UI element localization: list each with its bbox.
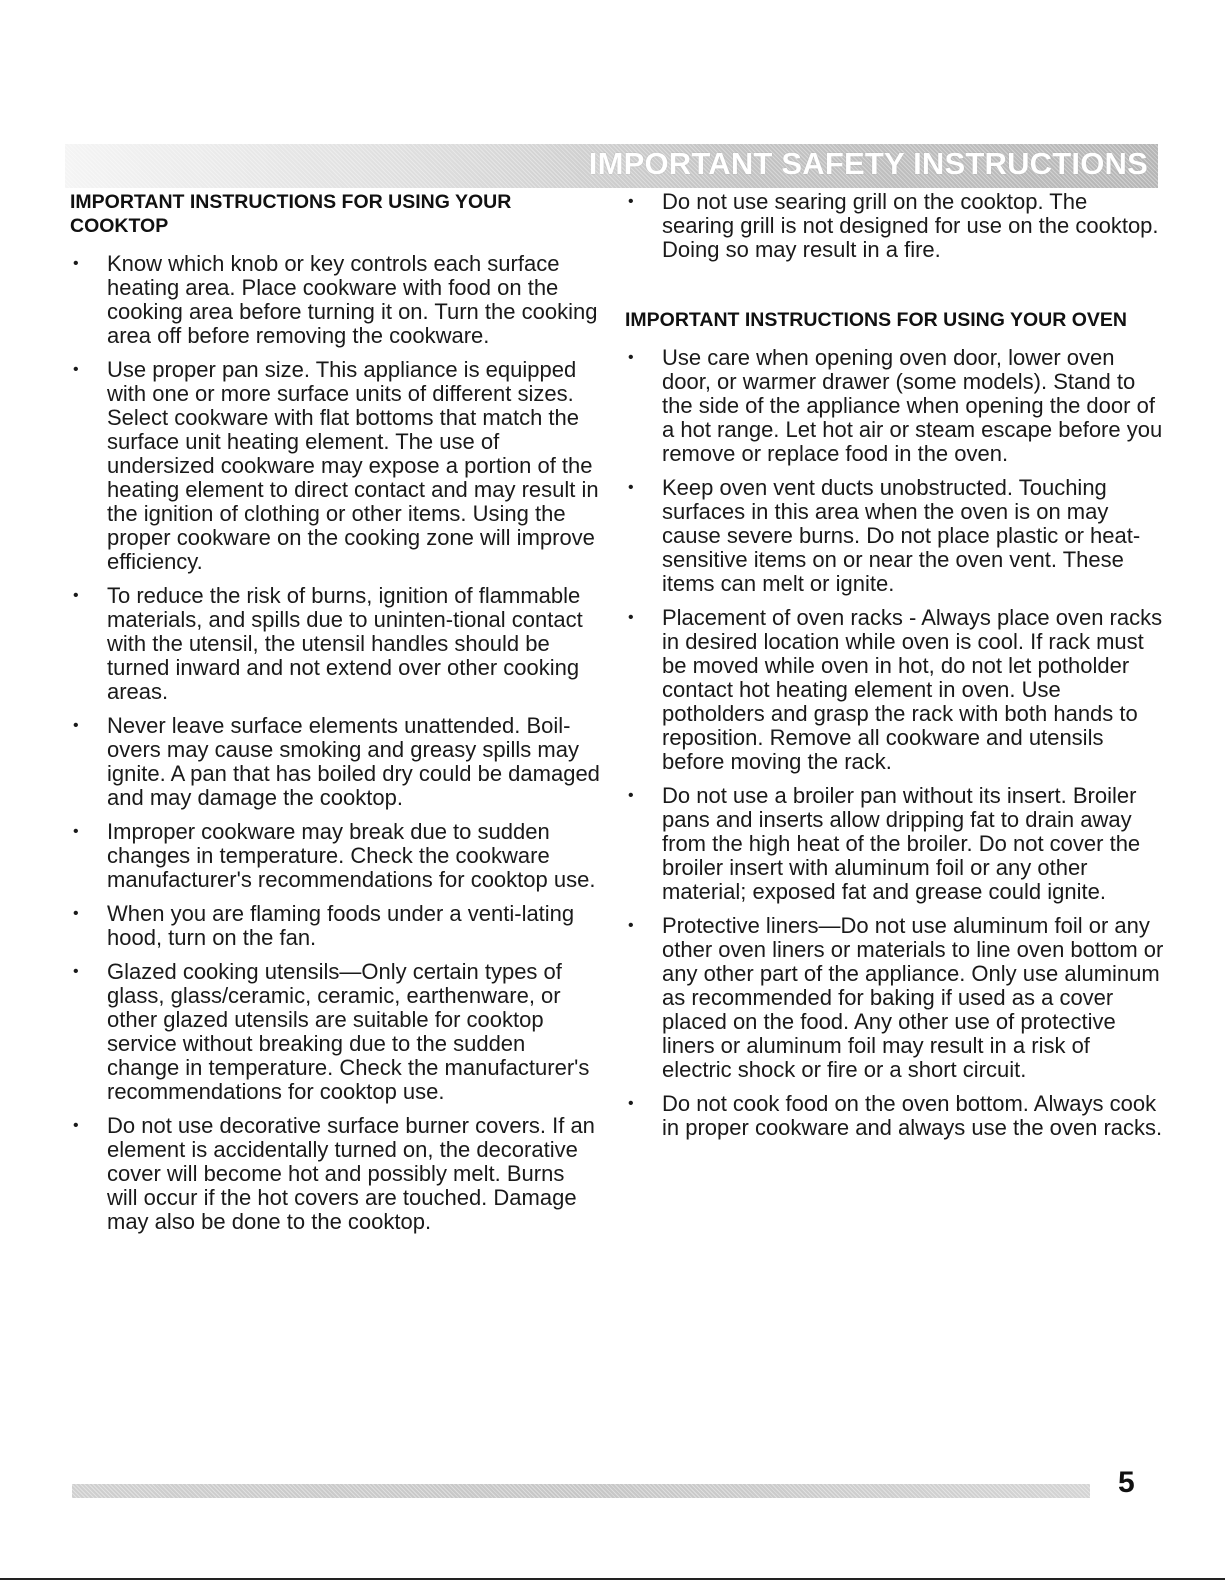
item-text: When you are flaming foods under a venti-lating hood, turn on the fan. [107,901,575,950]
bullet-icon: • [628,349,634,366]
oven-instructions-list [625,346,1165,1140]
list-item [625,190,1165,262]
list-item [70,1114,600,1234]
bullet-icon: • [73,717,79,734]
item-text: Glazed cooking utensils—Only certain types of glass, glass/ceramic, ceramic, earthenware, or other glazed utensils are suitable for cooktop service without breaking due to the sudden change in temperature. Check the manufacturer's recommendations for cooktop use. [107,959,590,1104]
item-text: To reduce the risk of burns, ignition of flammable materials, and spills due to uninten-tional contact with the utensil, the utensil handles should be turned inward and not extend over other cooking areas. [107,583,583,704]
bullet-icon: • [73,823,79,840]
bullet-icon: • [628,479,634,496]
item-text: Never leave surface elements unattended. Boil-overs may cause smoking and greasy spills may ignite. A pan that has boiled dry could be damaged and may damage the cooktop. [107,713,600,810]
list-item [70,960,600,1104]
oven-section-heading: IMPORTANT INSTRUCTIONS FOR USING YOUR OVEN [625,309,1127,331]
cooktop-instructions-list [70,252,600,1234]
page-title: IMPORTANT SAFETY INSTRUCTIONS [588,146,1148,181]
list-item [70,820,600,892]
bullet-icon: • [628,787,634,804]
continued-cooktop-list [625,190,1165,262]
item-text: Do not use searing grill on the cooktop. The searing grill is not designed for use on the cooktop. Doing so may result in a fire. [662,189,1159,262]
item-text: Use care when opening oven door, lower oven door, or warmer drawer (some models). Stand to the side of the appliance when opening the door of a hot range. Let hot air or steam escape before you remove or replace food in the oven. [662,345,1163,466]
bullet-icon: • [73,1117,79,1134]
footer-bar [72,1484,1090,1498]
list-item [70,584,600,704]
item-text: Protective liners—Do not use aluminum foil or any other oven liners or materials to line oven bottom or any other part of the appliance. Only use aluminum as recommended for baking if used as a cover placed on the food. Any other use of protective liners or aluminum foil may result in a risk of electric shock or fire or a short circuit. [662,913,1164,1082]
list-item [625,1092,1165,1140]
bullet-icon: • [73,255,79,272]
list-item [625,476,1165,596]
item-text: Improper cookware may break due to sudden changes in temperature. Check the cookware manufacturer's recommendations for cooktop use. [107,819,596,892]
list-item [70,358,600,574]
bullet-icon: • [628,1095,634,1112]
bottom-divider [0,1578,1225,1580]
item-text: Placement of oven racks - Always place oven racks in desired location while oven is cool. If rack must be moved while oven in hot, do not let potholder contact hot heating element in oven. Use potholders and grasp the rack with both hands to reposition. Remove all cookware and utensils before moving the rack. [662,605,1163,774]
cooktop-section-heading: IMPORTANT INSTRUCTIONS FOR USING YOUR COOKTOP [70,191,512,237]
item-text: Know which knob or key controls each surface heating area. Place cookware with food on the cooking area before turning it on. Turn the cooking area off before removing the cookware. [107,251,598,348]
bullet-icon: • [73,905,79,922]
item-text: Keep oven vent ducts unobstructed. Touching surfaces in this area when the oven is on may cause severe burns. Do not place plastic or heat-sensitive items on or near the oven vent. These items can melt or ignite. [662,475,1141,596]
bullet-icon: • [628,609,634,626]
section-header-bar [65,144,1158,188]
item-text: Do not cook food on the oven bottom. Always cook in proper cookware and always use the oven racks. [662,1091,1163,1140]
left-column [70,190,600,1244]
item-text: Do not use a broiler pan without its insert. Broiler pans and inserts allow dripping fat to drain away from the high heat of the broiler. Do not cover the broiler insert with aluminum foil or any other material; exposed fat and grease could ignite. [662,783,1141,904]
bullet-icon: • [73,587,79,604]
section-spacer [625,272,1165,308]
item-text: Do not use decorative surface burner covers. If an element is accidentally turned on, the decorative cover will become hot and possibly melt. Burns will occur if the hot covers are touched. Damage may also be done to the cooktop. [107,1113,595,1234]
page-number: 5 [1118,1466,1135,1499]
list-item [70,714,600,810]
list-item [70,252,600,348]
right-column [625,190,1165,1150]
bullet-icon: • [628,917,634,934]
list-item [625,606,1165,774]
list-item [625,914,1165,1082]
bullet-icon: • [73,361,79,378]
bullet-icon: • [628,193,634,210]
list-item [625,346,1165,466]
list-item [70,902,600,950]
list-item [625,784,1165,904]
bullet-icon: • [73,963,79,980]
item-text: Use proper pan size. This appliance is equipped with one or more surface units of different sizes. Select cookware with flat bottoms that match the surface unit heating element. The use of undersized cookware may expose a portion of the heating element to direct contact and may result in the ignition of clothing or other items. Using the proper cookware on the cooking zone will improve efficiency. [107,357,599,574]
